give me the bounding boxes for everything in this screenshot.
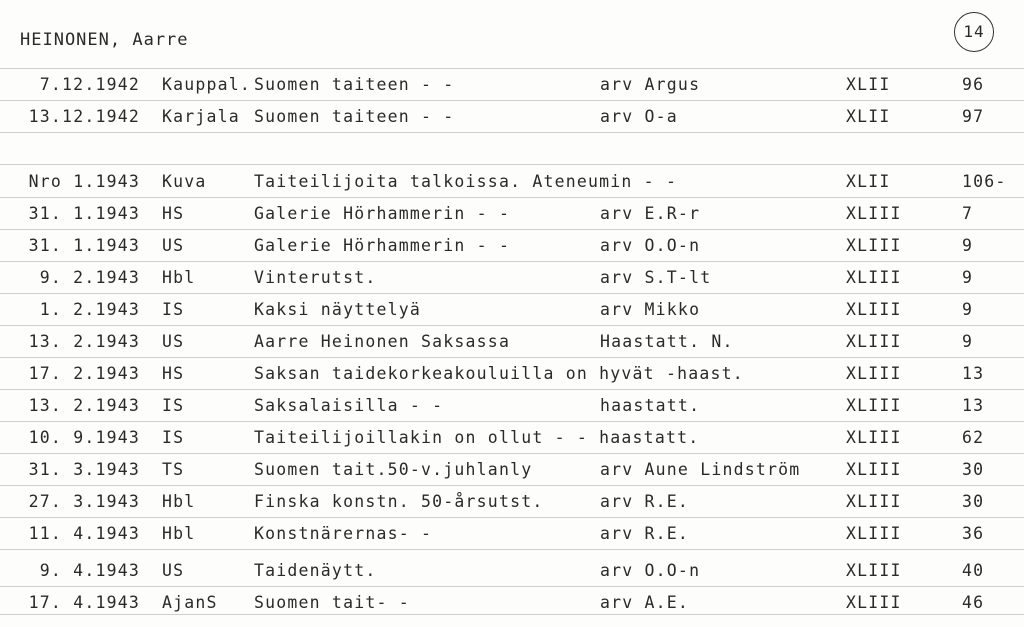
entry-date: 31. 1.1943 bbox=[28, 236, 140, 255]
entry-paper: HS bbox=[162, 204, 185, 223]
entry-date: 13.12.1942 bbox=[28, 107, 140, 126]
card-heading-name: HEINONEN, Aarre bbox=[20, 30, 189, 50]
entry-page: 9 bbox=[962, 236, 974, 255]
entry-paper: US bbox=[162, 236, 185, 255]
entry-paper: Hbl bbox=[162, 524, 196, 543]
entry-row bbox=[0, 487, 1024, 517]
entry-row bbox=[0, 359, 1024, 389]
entry-title: Galerie Hörhammerin - - bbox=[254, 236, 511, 255]
entry-row bbox=[0, 199, 1024, 229]
entry-volume: XLIII bbox=[846, 593, 902, 612]
ruled-line bbox=[0, 389, 1024, 390]
entry-author: Haastatt. N. bbox=[600, 332, 734, 351]
entry-page: 36 bbox=[962, 524, 985, 543]
entry-row bbox=[0, 327, 1024, 357]
entry-paper: Karjala bbox=[162, 107, 240, 126]
entry-page: 7 bbox=[962, 204, 974, 223]
entry-volume: XLIII bbox=[846, 460, 902, 479]
entry-volume: XLIII bbox=[846, 428, 902, 447]
entry-title: Aarre Heinonen Saksassa bbox=[254, 332, 511, 351]
entry-page: 30 bbox=[962, 460, 985, 479]
entry-row bbox=[0, 295, 1024, 325]
ruled-line bbox=[0, 586, 1024, 587]
entry-page: 96 bbox=[962, 75, 985, 94]
ruled-line bbox=[0, 100, 1024, 101]
entry-page: 40 bbox=[962, 561, 985, 580]
entry-title: Saksalaisilla - - bbox=[254, 396, 444, 415]
entry-author: arv E.R-r bbox=[600, 204, 701, 223]
entry-page: 9 bbox=[962, 268, 974, 287]
ruled-line bbox=[0, 453, 1024, 454]
entry-date: 7.12.1942 bbox=[39, 75, 140, 94]
entry-paper: HS bbox=[162, 364, 185, 383]
entry-date: 13. 2.1943 bbox=[28, 396, 140, 415]
entry-author: arv O.O-n bbox=[600, 561, 701, 580]
entry-date: 9. 2.1943 bbox=[39, 268, 140, 287]
entry-author: arv Argus bbox=[600, 75, 701, 94]
entry-date: 17. 2.1943 bbox=[28, 364, 140, 383]
entry-date: 1. 2.1943 bbox=[39, 300, 140, 319]
entry-title: Taiteilijoillakin on ollut - - haastatt. bbox=[254, 428, 700, 447]
entry-date: 31. 1.1943 bbox=[28, 204, 140, 223]
entry-volume: XLIII bbox=[846, 236, 902, 255]
ruled-line bbox=[0, 549, 1024, 550]
entry-paper: AjanS bbox=[162, 593, 218, 612]
entry-volume: XLII bbox=[846, 75, 891, 94]
entry-page: 13 bbox=[962, 364, 985, 383]
ruled-line bbox=[0, 517, 1024, 518]
entry-paper: US bbox=[162, 561, 185, 580]
ruled-line bbox=[0, 164, 1024, 165]
entry-page: 30 bbox=[962, 492, 985, 511]
entry-author: arv O.O-n bbox=[600, 236, 701, 255]
entry-title: Suomen tait.50-v.juhlanly bbox=[254, 460, 533, 479]
entry-paper: IS bbox=[162, 396, 185, 415]
entry-date: 27. 3.1943 bbox=[28, 492, 140, 511]
entry-row bbox=[0, 70, 1024, 100]
entry-title: Taidenäytt. bbox=[254, 561, 377, 580]
ruled-line bbox=[0, 197, 1024, 198]
entry-volume: XLIII bbox=[846, 204, 902, 223]
entry-paper: IS bbox=[162, 300, 185, 319]
entry-row bbox=[0, 391, 1024, 421]
entry-page: 62 bbox=[962, 428, 985, 447]
entry-row bbox=[0, 167, 1024, 197]
entry-volume: XLIII bbox=[846, 492, 902, 511]
entry-page: 9 bbox=[962, 332, 974, 351]
entry-title: Kaksi näyttelyä bbox=[254, 300, 422, 319]
ruled-line bbox=[0, 293, 1024, 294]
entry-author: arv R.E. bbox=[600, 492, 690, 511]
entry-author: arv O-a bbox=[600, 107, 678, 126]
entry-row bbox=[0, 519, 1024, 549]
entry-date: 10. 9.1943 bbox=[28, 428, 140, 447]
ruled-line bbox=[0, 229, 1024, 230]
ruled-line bbox=[0, 421, 1024, 422]
entry-title: Suomen taiteen - - bbox=[254, 107, 455, 126]
entry-volume: XLIII bbox=[846, 561, 902, 580]
entry-paper: Hbl bbox=[162, 492, 196, 511]
entry-author: arv A.E. bbox=[600, 593, 690, 612]
entry-title: Suomen tait- - bbox=[254, 593, 410, 612]
entry-date: 17. 4.1943 bbox=[28, 593, 140, 612]
entry-title: Konstnärernas- - bbox=[254, 524, 433, 543]
entry-paper: US bbox=[162, 332, 185, 351]
entry-title: Taiteilijoita talkoissa. Ateneumin - - bbox=[254, 172, 678, 191]
entry-date: Nro 1.1943 bbox=[28, 172, 140, 191]
entry-volume: XLIII bbox=[846, 524, 902, 543]
entry-paper: Hbl bbox=[162, 268, 196, 287]
entry-date: 9. 4.1943 bbox=[39, 561, 140, 580]
ruled-line bbox=[0, 261, 1024, 262]
entry-page: 97 bbox=[962, 107, 985, 126]
entry-row bbox=[0, 423, 1024, 453]
entry-paper: IS bbox=[162, 428, 185, 447]
entry-row bbox=[0, 588, 1024, 618]
entry-title: Vinterutst. bbox=[254, 268, 377, 287]
entry-title: Suomen taiteen - - bbox=[254, 75, 455, 94]
entry-volume: XLIII bbox=[846, 364, 902, 383]
entry-date: 31. 3.1943 bbox=[28, 460, 140, 479]
entry-paper: TS bbox=[162, 460, 185, 479]
entry-title: Saksan taidekorkeakouluilla on hyvät -haast. bbox=[254, 364, 744, 383]
entry-volume: XLIII bbox=[846, 300, 902, 319]
entry-title: Galerie Hörhammerin - - bbox=[254, 204, 511, 223]
entry-paper: Kuva bbox=[162, 172, 207, 191]
entry-volume: XLII bbox=[846, 107, 891, 126]
entry-row bbox=[0, 556, 1024, 586]
entry-row bbox=[0, 455, 1024, 485]
entry-page: 13 bbox=[962, 396, 985, 415]
entry-page: 46 bbox=[962, 593, 985, 612]
entry-page: 106- bbox=[962, 172, 1007, 191]
entry-volume: XLIII bbox=[846, 332, 902, 351]
entry-paper: Kauppal. bbox=[162, 75, 252, 94]
entry-volume: XLIII bbox=[846, 396, 902, 415]
entry-author: arv S.T-lt bbox=[600, 268, 712, 287]
ruled-line bbox=[0, 357, 1024, 358]
entry-author: arv Mikko bbox=[600, 300, 701, 319]
entry-author: haastatt. bbox=[600, 396, 701, 415]
entry-author: arv Aune Lindström bbox=[600, 460, 801, 479]
entry-row bbox=[0, 102, 1024, 132]
entry-row bbox=[0, 231, 1024, 261]
entry-date: 11. 4.1943 bbox=[28, 524, 140, 543]
ruled-line bbox=[0, 325, 1024, 326]
ruled-line bbox=[0, 132, 1024, 133]
entry-date: 13. 2.1943 bbox=[28, 332, 140, 351]
entry-title: Finska konstn. 50-årsutst. bbox=[254, 492, 544, 511]
entry-volume: XLIII bbox=[846, 268, 902, 287]
entry-row bbox=[0, 263, 1024, 293]
card-number-circle: 14 bbox=[954, 12, 994, 52]
entry-page: 9 bbox=[962, 300, 974, 319]
ruled-line bbox=[0, 68, 1024, 69]
entry-volume: XLII bbox=[846, 172, 891, 191]
entry-author: arv R.E. bbox=[600, 524, 690, 543]
ruled-line bbox=[0, 485, 1024, 486]
